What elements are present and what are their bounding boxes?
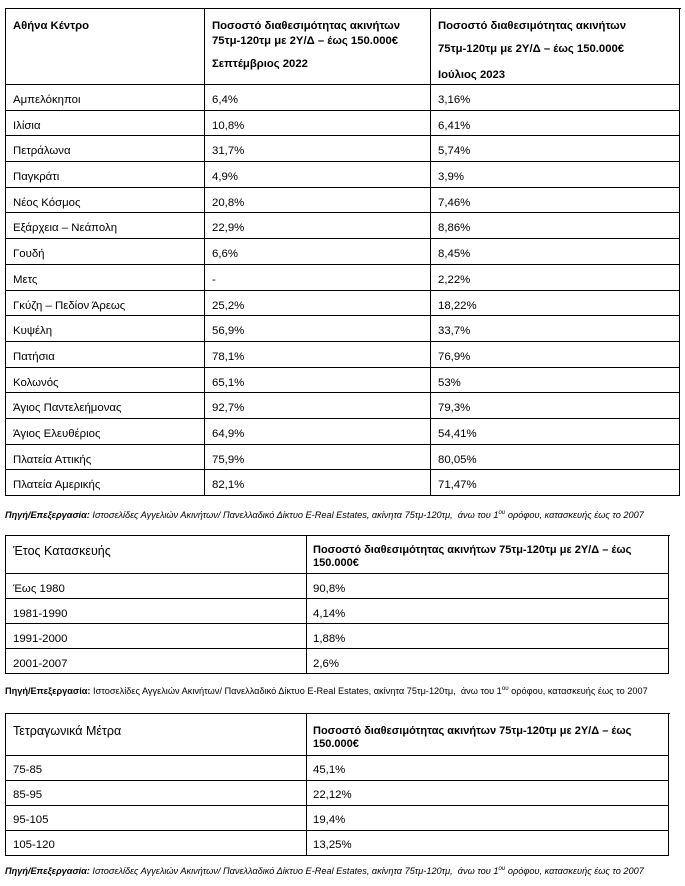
header-title-line: Ποσοστό διαθεσιμότητας ακινήτων 75τμ-120τμ με 2Υ/Δ – έως	[313, 724, 632, 737]
availability-value: 1,88%	[307, 624, 669, 649]
area-cell: Πλατεία Αττικής	[6, 445, 205, 471]
source-note	[5, 686, 648, 697]
sep-2022-value: 78,1%	[205, 342, 431, 368]
construction-year-cell: 2001-2007	[6, 649, 307, 674]
source-label: Πηγή/Επεξεργασία:	[5, 866, 90, 876]
floor-area-cell: 105-120	[6, 831, 307, 856]
sep-2022-value: 4,9%	[205, 162, 431, 188]
table-header-row	[6, 714, 670, 756]
header-title-line: Ποσοστό διαθεσιμότητας ακινήτων	[438, 20, 627, 32]
floor-area-cell: 75-85	[6, 756, 307, 781]
jul-2023-value: 71,47%	[431, 470, 680, 496]
table-row	[6, 213, 681, 239]
availability-value: 13,25%	[307, 831, 669, 856]
header-availability	[307, 714, 669, 756]
availability-value: 19,4%	[307, 806, 669, 831]
jul-2023-value: 79,3%	[431, 393, 680, 419]
area-cell: Γουδή	[6, 239, 205, 265]
sep-2022-value: 82,1%	[205, 470, 431, 496]
header-september-2022	[205, 9, 431, 85]
area-cell: Κυψέλη	[6, 316, 205, 342]
area-cell: Νέος Κόσμος	[6, 188, 205, 214]
sep-2022-value: 6,4%	[205, 85, 431, 111]
availability-value: 90,8%	[307, 574, 669, 599]
source-text: Ιστοσελίδες Αγγελιών Ακινήτων/ Πανελλαδικό Δίκτυο E-Real Estates, ακίνητα 75τμ-120τμ, άνω του 1	[89, 510, 499, 520]
sep-2022-value: 92,7%	[205, 393, 431, 419]
area-cell: Γκύζη – Πεδίον Άρεως	[6, 291, 205, 317]
area-cell: Ιλίσια	[6, 111, 205, 137]
floor-area-cell: 85-95	[6, 781, 307, 806]
construction-year-cell: 1981-1990	[6, 599, 307, 624]
area-cell: Μετς	[6, 265, 205, 291]
area-cell: Άγιος Παντελεήμονας	[6, 393, 205, 419]
construction-year-table	[5, 535, 670, 674]
sep-2022-value: 6,6%	[205, 239, 431, 265]
header-title-line: 75τμ-120τμ με 2Υ/Δ – έως 150.000€	[212, 35, 399, 47]
sep-2022-value: 25,2%	[205, 291, 431, 317]
jul-2023-value: 18,22%	[431, 291, 680, 317]
area-cell: Πατήσια	[6, 342, 205, 368]
header-construction-year: Έτος Κατασκευής	[6, 536, 307, 574]
source-note	[5, 510, 644, 521]
jul-2023-value: 8,86%	[431, 213, 680, 239]
header-title-line: 75τμ-120τμ με 2Υ/Δ – έως 150.000€	[438, 43, 625, 55]
jul-2023-value: 3,16%	[431, 85, 680, 111]
jul-2023-value: 54,41%	[431, 419, 680, 445]
table-row	[6, 188, 681, 214]
table-row	[6, 781, 670, 806]
table-row	[6, 806, 670, 831]
area-cell: Εξάρχεια – Νεάπολη	[6, 213, 205, 239]
table-row	[6, 316, 681, 342]
table-row	[6, 342, 681, 368]
table-row	[6, 419, 681, 445]
sep-2022-value: 75,9%	[205, 445, 431, 471]
table-header-row	[6, 9, 681, 85]
availability-value: 45,1%	[307, 756, 669, 781]
table-row	[6, 368, 681, 394]
header-area-label: Αθήνα Κέντρο	[13, 20, 90, 32]
sep-2022-value: 22,9%	[205, 213, 431, 239]
header-title-line: Ποσοστό διαθεσιμότητας ακινήτων 75τμ-120τμ με 2Υ/Δ – έως	[313, 543, 632, 556]
sep-2022-value: 56,9%	[205, 316, 431, 342]
athens-center-availability-table	[5, 8, 681, 496]
table-header-row	[6, 536, 670, 574]
header-title-line: 150.000€	[313, 556, 359, 569]
jul-2023-value: 6,41%	[431, 111, 680, 137]
table-row	[6, 393, 681, 419]
availability-value: 2,6%	[307, 649, 669, 674]
sep-2022-value: -	[205, 265, 431, 291]
area-cell: Πετράλωνα	[6, 136, 205, 162]
header-floor-area: Τετραγωνικά Μέτρα	[6, 714, 307, 756]
jul-2023-value: 2,22%	[431, 265, 680, 291]
table-row	[6, 265, 681, 291]
area-cell: Παγκράτι	[6, 162, 205, 188]
availability-value: 22,12%	[307, 781, 669, 806]
table-row	[6, 470, 681, 496]
source-text: Ιστοσελίδες Αγγελιών Ακινήτων/ Πανελλαδικό Δίκτυο E-Real Estates, ακίνητα 75τμ-120τμ, άνω του 1	[89, 866, 499, 876]
jul-2023-value: 3,9%	[431, 162, 680, 188]
area-cell: Πλατεία Αμερικής	[6, 470, 205, 496]
table-row	[6, 291, 681, 317]
floor-area-cell: 95-105	[6, 806, 307, 831]
table-row	[6, 445, 681, 471]
source-text: Ιστοσελίδες Αγγελιών Ακινήτων/ Πανελλαδικό Δίκτυο E-Real Estates, ακίνητα 75τμ-120τμ, άνω του 1	[90, 686, 502, 696]
source-text-end: ορόφου, κατασκευής έως το 2007	[505, 866, 644, 876]
table-row	[6, 162, 681, 188]
table-row	[6, 599, 670, 624]
header-period: Σεπτέμβριος 2022	[212, 58, 308, 70]
sep-2022-value: 64,9%	[205, 419, 431, 445]
table-row	[6, 111, 681, 137]
source-note	[5, 866, 644, 877]
table-row	[6, 136, 681, 162]
jul-2023-value: 5,74%	[431, 136, 680, 162]
jul-2023-value: 7,46%	[431, 188, 680, 214]
header-area	[6, 9, 205, 85]
area-cell: Άγιος Ελευθέριος	[6, 419, 205, 445]
source-text-end: ορόφου, κατασκευής έως το 2007	[505, 510, 644, 520]
area-cell: Κολωνός	[6, 368, 205, 394]
header-period: Ιούλιος 2023	[438, 69, 506, 81]
sep-2022-value: 31,7%	[205, 136, 431, 162]
jul-2023-value: 8,45%	[431, 239, 680, 265]
floor-area-table	[5, 713, 670, 856]
table-row	[6, 831, 670, 856]
sep-2022-value: 20,8%	[205, 188, 431, 214]
sep-2022-value: 65,1%	[205, 368, 431, 394]
table-row	[6, 649, 670, 674]
sep-2022-value: 10,8%	[205, 111, 431, 137]
table-row	[6, 85, 681, 111]
header-title-line: 150.000€	[313, 737, 359, 750]
source-label: Πηγή/Επεξεργασία:	[5, 510, 90, 520]
availability-value: 4,14%	[307, 599, 669, 624]
construction-year-cell: 1991-2000	[6, 624, 307, 649]
floor-superscript: ου	[498, 509, 506, 516]
table-row	[6, 756, 670, 781]
floor-superscript: ου	[501, 685, 509, 692]
jul-2023-value: 33,7%	[431, 316, 680, 342]
construction-year-cell: Έως 1980	[6, 574, 307, 599]
header-title-line: Ποσοστό διαθεσιμότητας ακινήτων	[212, 20, 401, 32]
source-label: Πηγή/Επεξεργασία:	[5, 686, 91, 696]
jul-2023-value: 80,05%	[431, 445, 680, 471]
area-cell: Αμπελόκηποι	[6, 85, 205, 111]
table-row	[6, 574, 670, 599]
jul-2023-value: 53%	[431, 368, 680, 394]
header-availability	[307, 536, 669, 574]
jul-2023-value: 76,9%	[431, 342, 680, 368]
table-row	[6, 239, 681, 265]
header-july-2023	[431, 9, 680, 85]
source-text-end: ορόφου, κατασκευής έως το 2007	[508, 686, 648, 696]
floor-superscript: ου	[498, 865, 506, 872]
table-row	[6, 624, 670, 649]
